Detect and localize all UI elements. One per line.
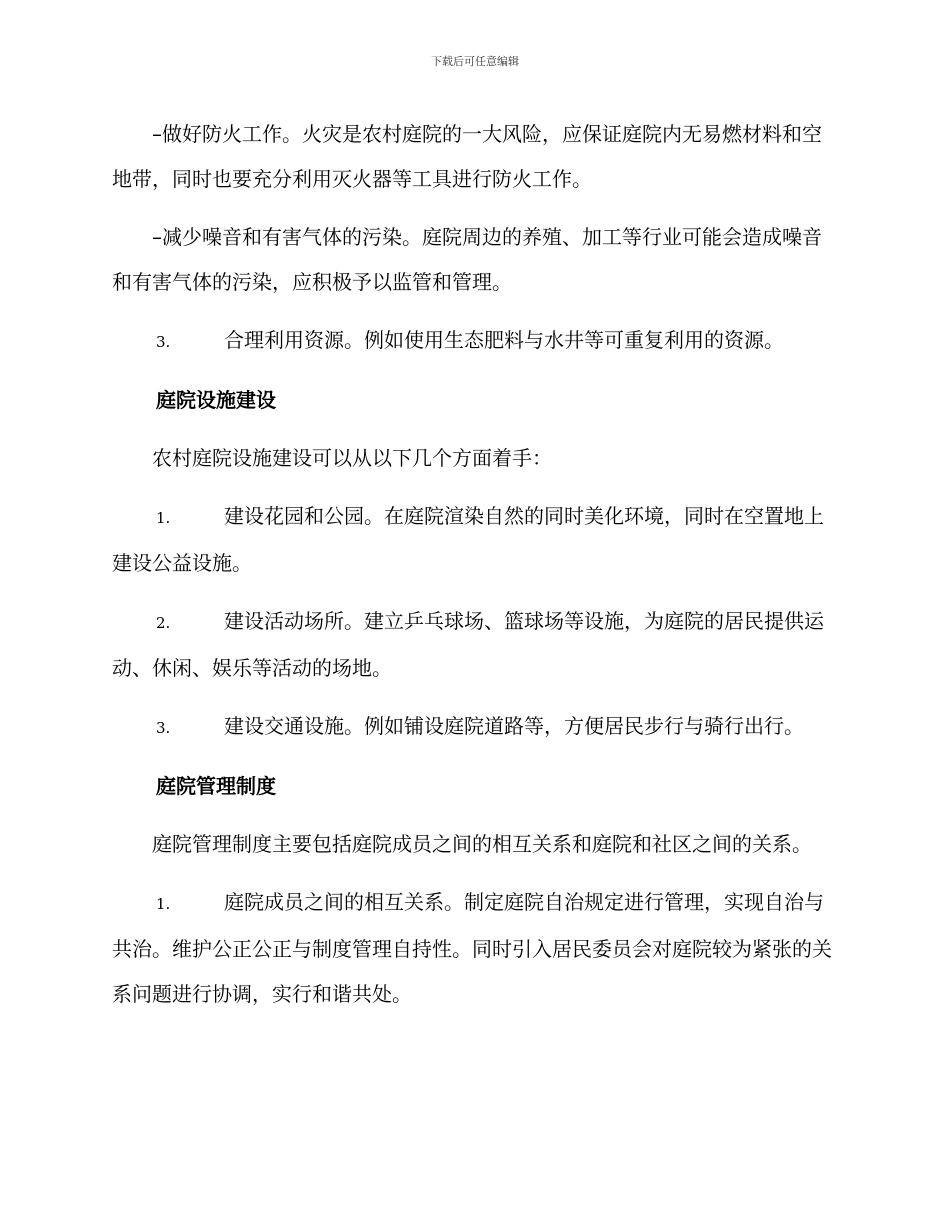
list-item-resources	[112, 318, 834, 365]
list-item-activity-venues	[112, 599, 834, 691]
list-number: 3.	[156, 719, 171, 737]
list-item-text: 庭院成员之间的相互关系。制定庭院自治规定进行管理，实现自治与共治。维护公正公正与制度管理自持性。同时引入居民委员会对庭院较为紧张的关系问题进行协调，实行和谐共处。	[112, 890, 832, 1006]
paragraph-facilities-intro: 农村庭院设施建设可以从以下几个方面着手：	[152, 446, 552, 470]
list-item-transport	[112, 704, 834, 751]
section-heading-facilities: 庭院设施建设	[156, 388, 276, 412]
paragraph-noise-pollution: –减少噪音和有害气体的污染。庭院周边的养殖、加工等行业可能会造成噪音和有害气体的污染，应积极予以监管和管理。	[112, 225, 822, 294]
list-number: 1.	[156, 895, 171, 913]
page-header-note: 下载后可任意编辑	[431, 55, 519, 68]
list-number: 1.	[156, 509, 171, 527]
paragraph-management-intro: 庭院管理制度主要包括庭院成员之间的相互关系和庭院和社区之间的关系。	[152, 832, 812, 856]
list-item-text: 建设花园和公园。在庭院渲染自然的同时美化环境，同时在空置地上建设公益设施。	[112, 504, 824, 575]
document-body	[112, 112, 834, 1030]
list-item-gardens	[112, 494, 834, 586]
paragraph-fire-prevention: –做好防火工作。火灾是农村庭院的一大风险，应保证庭院内无易燃材料和空地带，同时也要充分利用灭火器等工具进行防火工作。	[112, 122, 822, 191]
list-item-text: 合理利用资源。例如使用生态肥料与水井等可重复利用的资源。	[224, 328, 784, 352]
list-item-text: 建设活动场所。建立乒乓球场、篮球场等设施，为庭院的居民提供运动、休闲、娱乐等活动的场地。	[112, 609, 824, 680]
list-item-text: 建设交通设施。例如铺设庭院道路等，方便居民步行与骑行出行。	[224, 714, 804, 738]
list-item-member-relations	[112, 880, 834, 1017]
list-number: 3.	[156, 333, 171, 351]
list-number: 2.	[156, 614, 171, 632]
section-heading-management: 庭院管理制度	[156, 774, 276, 798]
